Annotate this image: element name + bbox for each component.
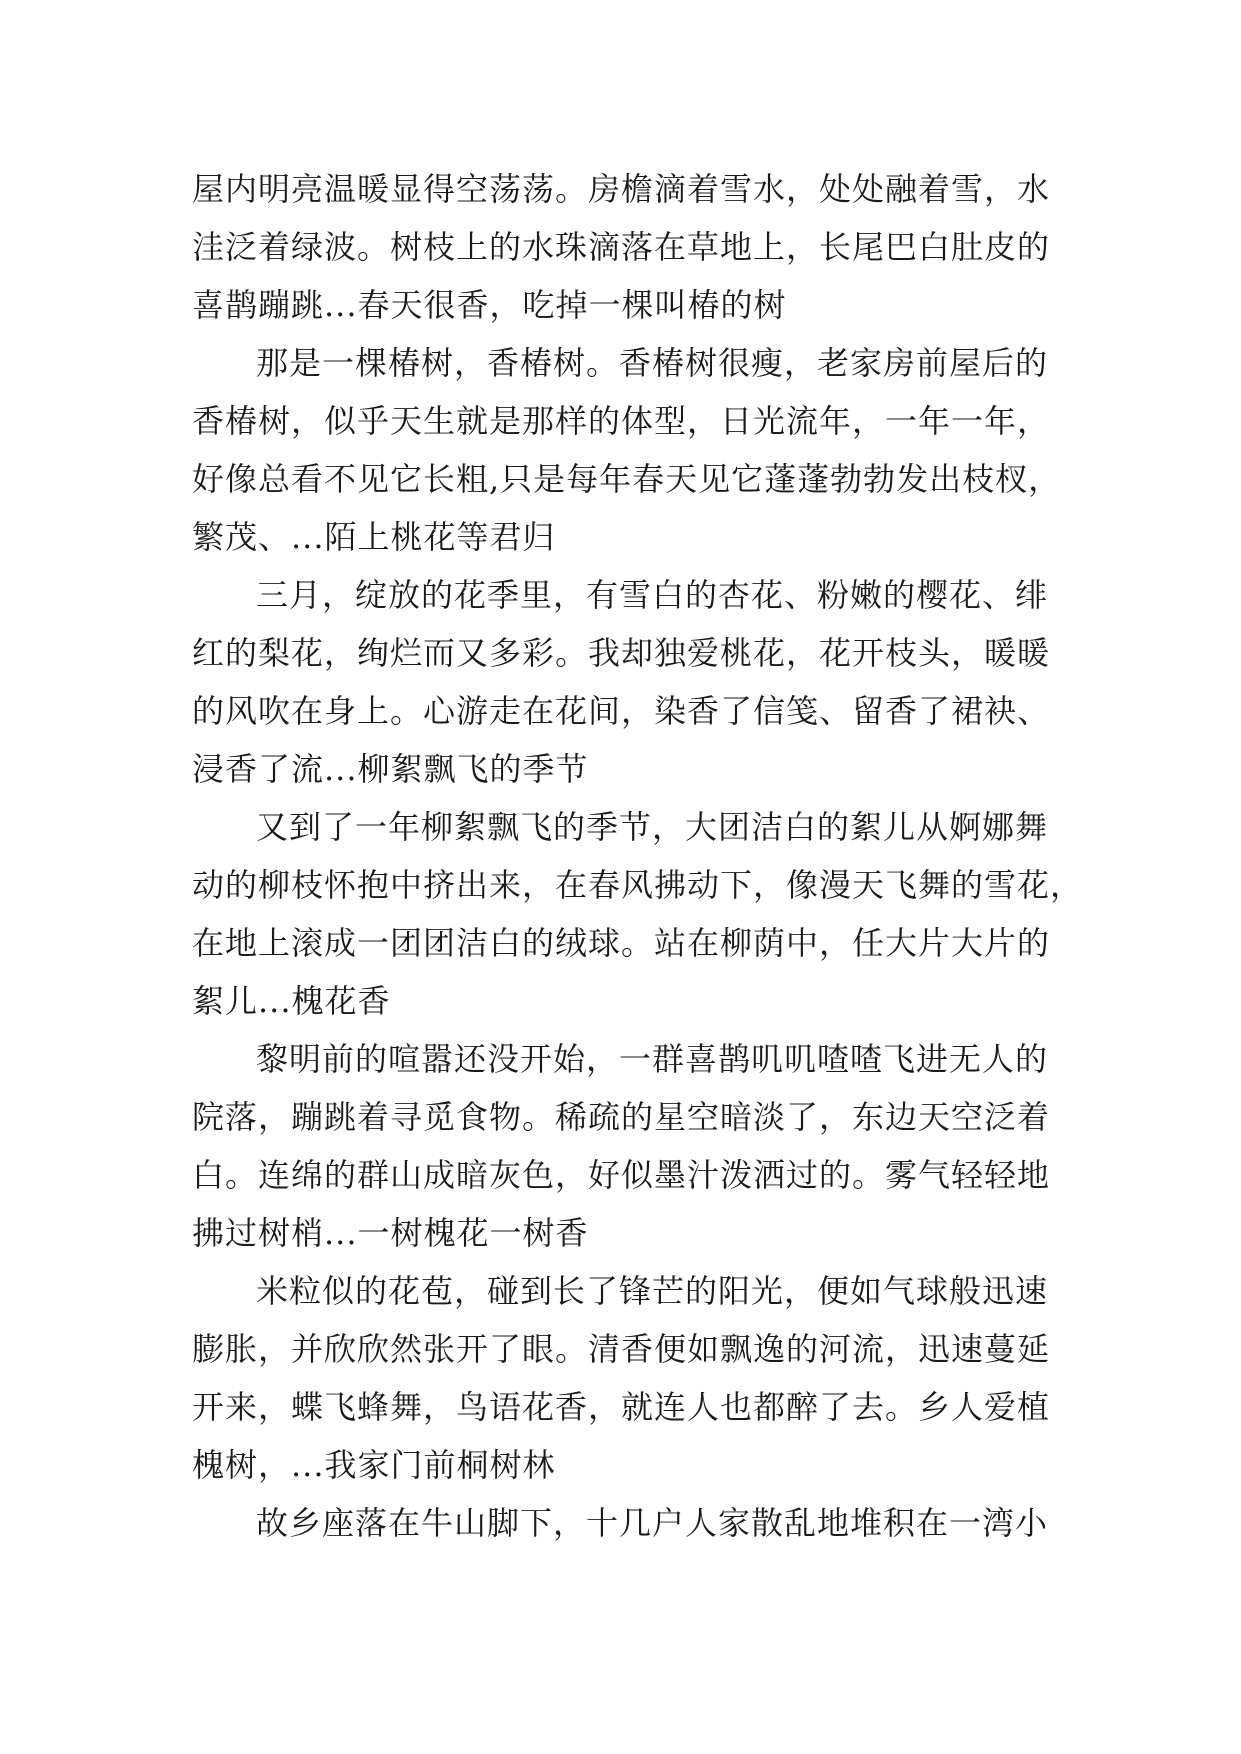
paragraph-first-line: 那是一棵椿树，香椿树。香椿树很瘦，老家房前屋后的 bbox=[256, 344, 1049, 382]
text-line: 喜鹊蹦跳...春天很香，吃掉一棵叫椿的树 bbox=[192, 286, 787, 324]
paragraph-first-line: 又到了一年柳絮飘飞的季节，大团洁白的絮儿从婀娜舞 bbox=[256, 808, 1049, 846]
text-line: 槐树，...我家门前桐树林 bbox=[192, 1446, 556, 1484]
text-line: 膨胀，并欣欣然张开了眼。清香便如飘逸的河流，迅速蔓延 bbox=[192, 1330, 1051, 1368]
text-line: 拂过树梢...一树槐花一树香 bbox=[192, 1214, 589, 1252]
text-line: 白。连绵的群山成暗灰色，好似墨汁泼洒过的。雾气轻轻地 bbox=[192, 1156, 1051, 1194]
text-line: 香椿树，似乎天生就是那样的体型，日光流年，一年一年， bbox=[192, 402, 1051, 440]
text-line: 繁茂、...陌上桃花等君归 bbox=[192, 518, 556, 556]
paragraph-first-line: 黎明前的喧嚣还没开始，一群喜鹊叽叽喳喳飞进无人的 bbox=[256, 1040, 1049, 1078]
text-line: 絮儿...槐花香 bbox=[192, 982, 391, 1020]
paragraph-first-line: 故乡座落在牛山脚下，十几户人家散乱地堆积在一湾小 bbox=[256, 1504, 1049, 1542]
paragraph-first-line: 米粒似的花苞，碰到长了锋芒的阳光，便如气球般迅速 bbox=[256, 1272, 1049, 1310]
text-line: 动的柳枝怀抱中挤出来，在春风拂动下，像漫天飞舞的雪花， bbox=[192, 866, 1084, 904]
text-line: 的风吹在身上。心游走在花间，染香了信笺、留香了裙袂、 bbox=[192, 692, 1051, 730]
text-line: 屋内明亮温暖显得空荡荡。房檐滴着雪水，处处融着雪，水 bbox=[192, 170, 1051, 208]
document-body bbox=[192, 160, 1084, 1552]
text-line: 洼泛着绿波。树枝上的水珠滴落在草地上，长尾巴白肚皮的 bbox=[192, 228, 1051, 266]
paragraph-first-line: 三月，绽放的花季里，有雪白的杏花、粉嫩的樱花、绯 bbox=[256, 576, 1049, 614]
text-line: 在地上滚成一团团洁白的绒球。站在柳荫中，任大片大片的 bbox=[192, 924, 1051, 962]
text-line: 浸香了流...柳絮飘飞的季节 bbox=[192, 750, 589, 788]
text-line: 红的梨花，绚烂而又多彩。我却独爱桃花，花开枝头，暖暖 bbox=[192, 634, 1051, 672]
text-line: 开来，蝶飞蜂舞，鸟语花香，就连人也都醉了去。乡人爱植 bbox=[192, 1388, 1051, 1426]
text-line: 好像总看不见它长粗,只是每年春天见它蓬蓬勃勃发出枝杈， bbox=[192, 460, 1062, 498]
text-line: 院落，蹦跳着寻觅食物。稀疏的星空暗淡了，东边天空泛着 bbox=[192, 1098, 1051, 1136]
